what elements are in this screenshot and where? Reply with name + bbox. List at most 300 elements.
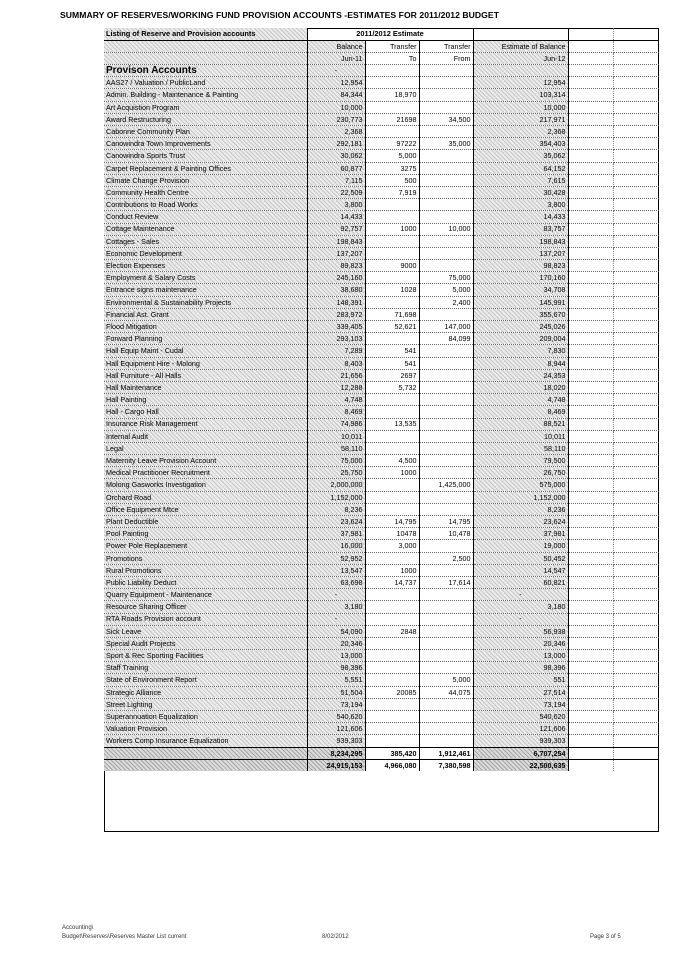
table-row (104, 381, 659, 393)
blank-cell (613, 528, 659, 540)
transfer-to-cell (365, 296, 419, 308)
table-row (104, 186, 659, 198)
balance-cell: 137,207 (307, 247, 365, 259)
blank-cell (568, 418, 613, 430)
blank-cell (568, 576, 613, 588)
estimate-cell: 3,800 (473, 199, 568, 211)
table-row (104, 296, 659, 308)
transfer-to-cell: 500 (365, 174, 419, 186)
table-row (104, 89, 659, 101)
total-balance: 8,234,295 (307, 747, 365, 759)
transfer-to-cell (365, 662, 419, 674)
blank-cell (568, 552, 613, 564)
table-row (104, 369, 659, 381)
blank-cell (568, 528, 613, 540)
blank-cell (568, 101, 613, 113)
transfer-from-cell: 84,099 (419, 333, 473, 345)
transfer-to-cell: 21698 (365, 113, 419, 125)
table-row (104, 272, 659, 284)
header-blank (473, 28, 568, 40)
table-row (104, 637, 659, 649)
balance-cell: 51,504 (307, 686, 365, 698)
table-row (104, 150, 659, 162)
blank-cell (613, 674, 659, 686)
balance-cell: 8,469 (307, 406, 365, 418)
transfer-from-cell: 35,000 (419, 138, 473, 150)
transfer-to-cell: 3275 (365, 162, 419, 174)
estimate-label: 2011/2012 Estimate (307, 28, 473, 40)
balance-cell: 939,303 (307, 735, 365, 747)
transfer-to-cell (365, 650, 419, 662)
transfer-to-cell (365, 503, 419, 515)
header-row-2 (104, 40, 659, 52)
blank-cell (613, 223, 659, 235)
transfer-to-cell (365, 491, 419, 503)
table-row (104, 576, 659, 588)
balance-cell: 58,110 (307, 442, 365, 454)
account-name: Medical Practitioner Recruitment (104, 467, 307, 479)
blank-cell (613, 357, 659, 369)
balance-cell: 13,000 (307, 650, 365, 662)
listing-label: Listing of Reserve and Provision accounts (104, 28, 307, 40)
table-row (104, 333, 659, 345)
footer-page-number: Page 3 of 5 (590, 934, 621, 940)
table-row (104, 625, 659, 637)
account-name: Legal (104, 442, 307, 454)
account-name: Election Expenses (104, 260, 307, 272)
transfer-from-cell (419, 637, 473, 649)
blank-cell (613, 637, 659, 649)
account-name: Resource Sharing Officer (104, 601, 307, 613)
table-row (104, 113, 659, 125)
balance-cell: 10,011 (307, 430, 365, 442)
transfer-to-cell (365, 406, 419, 418)
blank-cell (568, 199, 613, 211)
account-name: Hall Painting (104, 394, 307, 406)
header-row-1 (104, 28, 659, 40)
estimate-cell: 19,000 (473, 540, 568, 552)
blank-cell (568, 564, 613, 576)
blank-cell (568, 686, 613, 698)
transfer-from-cell (419, 540, 473, 552)
grand-totals-blank (613, 759, 659, 771)
estimate-cell: - (473, 613, 568, 625)
blank-cell (568, 662, 613, 674)
transfer-from-cell: 147,000 (419, 321, 473, 333)
blank-cell (568, 467, 613, 479)
account-name: Insurance Risk Management (104, 418, 307, 430)
estimate-cell: 198,843 (473, 235, 568, 247)
total-transfer-to: 385,420 (365, 747, 419, 759)
balance-cell: 92,757 (307, 223, 365, 235)
account-name: Hall Equip Maint - Cudal (104, 345, 307, 357)
estimate-cell: 24,353 (473, 369, 568, 381)
account-name: Cottages - Sales (104, 235, 307, 247)
balance-cell: 14,433 (307, 211, 365, 223)
blank-cell (568, 613, 613, 625)
table-row (104, 101, 659, 113)
account-name: Admin. Building - Maintenance & Painting (104, 89, 307, 101)
transfer-to-cell (365, 235, 419, 247)
balance-cell: 74,986 (307, 418, 365, 430)
blank-cell (568, 637, 613, 649)
transfer-from-cell (419, 394, 473, 406)
account-name: Workers Comp Insurance Equalization (104, 735, 307, 747)
transfer-to-cell (365, 637, 419, 649)
balance-cell: 292,181 (307, 138, 365, 150)
balance-cell: 16,000 (307, 540, 365, 552)
transfer-to-cell (365, 77, 419, 89)
table-row (104, 284, 659, 296)
blank-cell (568, 674, 613, 686)
account-name: Superannuation Equalization (104, 711, 307, 723)
transfer-to-cell: 3,000 (365, 540, 419, 552)
estimate-cell: 83,757 (473, 223, 568, 235)
estimate-cell: 58,110 (473, 442, 568, 454)
account-name: Cottage Maintenance (104, 223, 307, 235)
estimate-cell: 4,748 (473, 394, 568, 406)
transfer-from-cell (419, 491, 473, 503)
transfer-to-cell: 71,698 (365, 308, 419, 320)
table-row (104, 564, 659, 576)
table-row (104, 211, 659, 223)
balance-cell: 3,800 (307, 199, 365, 211)
table-row (104, 199, 659, 211)
estimate-cell: 170,160 (473, 272, 568, 284)
transfer-from-cell: 1,425,000 (419, 479, 473, 491)
account-name: Hall Furniture - All Halls (104, 369, 307, 381)
estimate-cell: 7,615 (473, 174, 568, 186)
balance-cell: 245,160 (307, 272, 365, 284)
blank-cell (568, 540, 613, 552)
transfer-from-cell (419, 418, 473, 430)
account-name: Carpet Replacement & Painting Offices (104, 162, 307, 174)
blank-cell (613, 138, 659, 150)
blank-cell (613, 418, 659, 430)
blank-cell (568, 247, 613, 259)
section-blank (473, 65, 568, 77)
estimate-cell: 121,606 (473, 723, 568, 735)
grand-total-transfer-to: 4,966,080 (365, 759, 419, 771)
blank-cell (613, 589, 659, 601)
blank-cell (613, 601, 659, 613)
estimate-cell: 14,433 (473, 211, 568, 223)
transfer-to-cell (365, 272, 419, 284)
blank-cell (613, 650, 659, 662)
transfer-from-cell (419, 101, 473, 113)
transfer-from-cell: 75,000 (419, 272, 473, 284)
blank-cell (568, 272, 613, 284)
account-name: Art Acquistion Program (104, 101, 307, 113)
balance-cell: 21,656 (307, 369, 365, 381)
page-title: SUMMARY OF RESERVES/WORKING FUND PROVISION ACCOUNTS -ESTIMATES FOR 2011/2012 BUDGET (60, 10, 499, 20)
account-name: Canowindra Town Improvements (104, 138, 307, 150)
blank-cell (568, 394, 613, 406)
estimate-cell: 64,152 (473, 162, 568, 174)
blank-cell (568, 357, 613, 369)
table-row (104, 357, 659, 369)
blank-cell (613, 296, 659, 308)
table-row (104, 479, 659, 491)
balance-cell: - (307, 613, 365, 625)
estimate-cell: 8,469 (473, 406, 568, 418)
balance-cell: 38,680 (307, 284, 365, 296)
transfer-to-cell (365, 394, 419, 406)
transfer-from-cell (419, 564, 473, 576)
transfer-from-cell (419, 174, 473, 186)
blank-cell (568, 138, 613, 150)
estimate-cell: 56,938 (473, 625, 568, 637)
estimate-cell: 50,452 (473, 552, 568, 564)
account-name: Climate Change Provision (104, 174, 307, 186)
account-name: Orchard Road (104, 491, 307, 503)
account-name: Molong Gasworks Investigation (104, 479, 307, 491)
balance-cell: 293,103 (307, 333, 365, 345)
blank-cell (568, 711, 613, 723)
blank-cell (613, 345, 659, 357)
estimate-cell: 37,981 (473, 528, 568, 540)
blank-cell (568, 698, 613, 710)
blank-cell (613, 101, 659, 113)
transfer-to-cell: 52,621 (365, 321, 419, 333)
blank-cell (568, 479, 613, 491)
balance-cell: 12,288 (307, 381, 365, 393)
reserves-table-totals (104, 747, 659, 771)
blank-cell (613, 662, 659, 674)
blank-cell (568, 723, 613, 735)
header-blank (613, 52, 659, 64)
blank-cell (613, 467, 659, 479)
table-row (104, 77, 659, 89)
blank-cell (613, 552, 659, 564)
transfer-from-cell (419, 613, 473, 625)
account-name: Community Health Centre (104, 186, 307, 198)
account-name: Internal Audit (104, 430, 307, 442)
estimate-cell: 2,368 (473, 126, 568, 138)
blank-cell (568, 735, 613, 747)
table-row (104, 442, 659, 454)
blank-cell (613, 516, 659, 528)
blank-cell (613, 247, 659, 259)
transfer-from-cell (419, 211, 473, 223)
estimate-cell: 575,000 (473, 479, 568, 491)
transfer-from-cell: 10,478 (419, 528, 473, 540)
blank-cell (613, 89, 659, 101)
header-blank (613, 28, 659, 40)
transfer-from-cell (419, 406, 473, 418)
transfer-from-cell (419, 186, 473, 198)
balance-cell: 230,773 (307, 113, 365, 125)
blank-cell (613, 199, 659, 211)
transfer-to-cell: 7,919 (365, 186, 419, 198)
estimate-cell: 20,346 (473, 637, 568, 649)
balance-cell: 198,843 (307, 235, 365, 247)
section-balance: - (307, 65, 365, 77)
account-name: Special Audit Projects (104, 637, 307, 649)
balance-cell: 4,748 (307, 394, 365, 406)
transfer-to-cell: 97222 (365, 138, 419, 150)
blank-cell (568, 589, 613, 601)
balance-cell: 8,236 (307, 503, 365, 515)
estimate-cell: 60,821 (473, 576, 568, 588)
blank-cell (568, 211, 613, 223)
balance-header-bottom: Jun-11 (307, 52, 365, 64)
account-name: Forward Planning (104, 333, 307, 345)
account-name: Plant Deductible (104, 516, 307, 528)
transfer-to-header-bottom: To (365, 52, 419, 64)
estimate-cell: 354,403 (473, 138, 568, 150)
balance-cell: 98,396 (307, 662, 365, 674)
account-name: Conduct Review (104, 211, 307, 223)
transfer-from-cell (419, 162, 473, 174)
balance-cell: 2,000,000 (307, 479, 365, 491)
transfer-from-cell (419, 235, 473, 247)
account-name: Sport & Rec Sporting Facilities (104, 650, 307, 662)
transfer-to-cell (365, 552, 419, 564)
transfer-to-cell (365, 613, 419, 625)
table-row (104, 698, 659, 710)
total-estimate: 6,707,254 (473, 747, 568, 759)
blank-cell (568, 516, 613, 528)
section-blank (419, 65, 473, 77)
balance-cell: 540,620 (307, 711, 365, 723)
balance-cell: 5,551 (307, 674, 365, 686)
transfer-to-cell (365, 674, 419, 686)
table-row (104, 491, 659, 503)
transfer-to-cell: 1000 (365, 564, 419, 576)
balance-cell: 283,972 (307, 308, 365, 320)
table-row (104, 406, 659, 418)
account-name: Public Liability Deduct (104, 576, 307, 588)
reserves-table (104, 28, 659, 771)
transfer-from-header-top: Transfer (419, 40, 473, 52)
blank-cell (568, 503, 613, 515)
estimate-cell: 73,194 (473, 698, 568, 710)
table-row (104, 260, 659, 272)
transfer-to-cell: 2697 (365, 369, 419, 381)
blank-cell (613, 698, 659, 710)
transfer-to-cell: 1028 (365, 284, 419, 296)
blank-cell (568, 430, 613, 442)
table-row (104, 345, 659, 357)
transfer-from-cell (419, 735, 473, 747)
totals-blank (613, 747, 659, 759)
transfer-to-cell: 13,535 (365, 418, 419, 430)
estimate-cell: 209,004 (473, 333, 568, 345)
balance-cell: 1,152,000 (307, 491, 365, 503)
account-name: Power Pole Replacement (104, 540, 307, 552)
table-row (104, 528, 659, 540)
blank-cell (613, 491, 659, 503)
transfer-from-cell: 10,000 (419, 223, 473, 235)
balance-header-top: Balance (307, 40, 365, 52)
blank-cell (613, 613, 659, 625)
footer-path-line2: Budget\Reserves\Reserves Master List current (62, 934, 187, 940)
account-name: Canowindra Sports Trust (104, 150, 307, 162)
account-name: State of Environment Report (104, 674, 307, 686)
balance-cell: 8,403 (307, 357, 365, 369)
blank-cell (568, 369, 613, 381)
estimate-cell: 14,547 (473, 564, 568, 576)
table-row (104, 601, 659, 613)
estimate-cell: 7,830 (473, 345, 568, 357)
table-row (104, 321, 659, 333)
blank-cell (568, 345, 613, 357)
balance-cell: 89,823 (307, 260, 365, 272)
transfer-from-cell (419, 698, 473, 710)
transfer-from-cell (419, 89, 473, 101)
header-blank (104, 40, 307, 52)
table-row (104, 686, 659, 698)
transfer-from-cell: 2,400 (419, 296, 473, 308)
blank-cell (568, 223, 613, 235)
estimate-cell: - (473, 589, 568, 601)
section-blank (568, 65, 613, 77)
estimate-cell: 540,620 (473, 711, 568, 723)
estimate-cell: 18,020 (473, 381, 568, 393)
blank-cell (613, 186, 659, 198)
transfer-from-cell (419, 455, 473, 467)
table-row (104, 174, 659, 186)
blank-cell (613, 735, 659, 747)
balance-cell: 20,346 (307, 637, 365, 649)
transfer-to-header-top: Transfer (365, 40, 419, 52)
blank-cell (568, 321, 613, 333)
transfer-to-cell (365, 126, 419, 138)
transfer-from-cell (419, 601, 473, 613)
section-label: Provison Accounts (104, 65, 307, 77)
transfer-to-cell (365, 601, 419, 613)
balance-cell: 75,000 (307, 455, 365, 467)
blank-cell (613, 150, 659, 162)
blank-cell (613, 235, 659, 247)
estimate-cell: 1,152,000 (473, 491, 568, 503)
balance-cell: 7,115 (307, 174, 365, 186)
blank-cell (613, 381, 659, 393)
blank-cell (613, 77, 659, 89)
table-row (104, 735, 659, 747)
totals-blank (568, 747, 613, 759)
transfer-from-cell (419, 503, 473, 515)
grand-total-balance: 24,915,153 (307, 759, 365, 771)
balance-cell: 148,391 (307, 296, 365, 308)
account-name: Office Equipment Mtce (104, 503, 307, 515)
blank-cell (613, 442, 659, 454)
balance-cell: 60,877 (307, 162, 365, 174)
transfer-from-cell (419, 369, 473, 381)
table-row (104, 418, 659, 430)
transfer-from-cell: 14,795 (419, 516, 473, 528)
blank-cell (613, 272, 659, 284)
blank-cell (613, 430, 659, 442)
balance-cell: 339,405 (307, 321, 365, 333)
transfer-from-cell: 2,500 (419, 552, 473, 564)
blank-cell (613, 564, 659, 576)
balance-cell: 37,981 (307, 528, 365, 540)
blank-cell (568, 625, 613, 637)
balance-cell: 121,606 (307, 723, 365, 735)
table-row (104, 467, 659, 479)
estimate-cell: 10,011 (473, 430, 568, 442)
estimate-cell: 98,823 (473, 260, 568, 272)
transfer-from-cell (419, 345, 473, 357)
estimate-cell: 26,750 (473, 467, 568, 479)
transfer-to-cell (365, 247, 419, 259)
blank-cell (568, 308, 613, 320)
blank-cell (568, 296, 613, 308)
account-name: AAS27 / Valuation / PublicLand (104, 77, 307, 89)
transfer-from-cell (419, 723, 473, 735)
